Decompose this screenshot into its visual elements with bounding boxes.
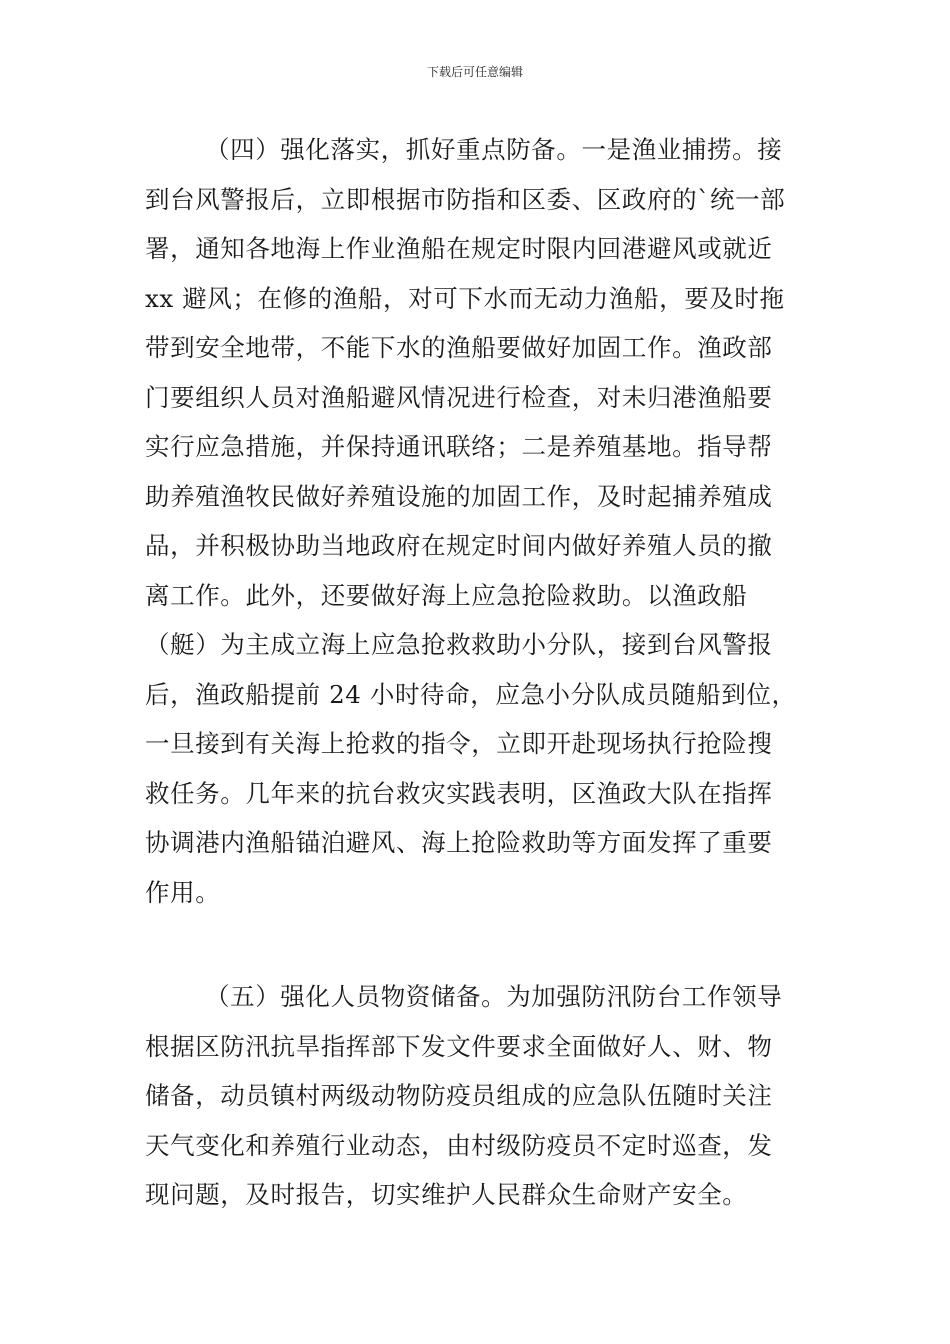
paragraph-line: 救任务。几年来的抗台救灾实践表明，区渔政大队在指挥	[145, 779, 773, 808]
paragraph-line: （五）强化人员物资储备。为加强防汛防台工作领导	[205, 982, 783, 1011]
paragraph-line: 一旦接到有关海上抢救的指令，立即开赴现场执行抢险搜	[145, 729, 773, 758]
paragraph-line: 助养殖渔牧民做好养殖设施的加固工作，及时起捕养殖成	[145, 482, 773, 511]
paragraph-line: 根据区防汛抗旱指挥部下发文件要求全面做好人、财、物	[145, 1032, 773, 1061]
paragraph-line: 离工作。此外，还要做好海上应急抢险救助。以渔政船	[145, 581, 748, 610]
paragraph-line: 到台风警报后，立即根据市防指和区委、区政府的`统一部	[145, 185, 786, 214]
paragraph-line: 现问题，及时报告，切实维护人民群众生命财产安全。	[145, 1180, 748, 1209]
paragraph-line: 门要组织人员对渔船避风情况进行检查，对未归港渔船要	[145, 383, 773, 412]
paragraph-line: 带到安全地带，不能下水的渔船要做好加固工作。渔政部	[145, 333, 773, 362]
paragraph-line: 后，渔政船提前 24 小时待命，应急小分队成员随船到位，	[145, 680, 797, 709]
paragraph-line: （四）强化落实，抓好重点防备。一是渔业捕捞。接	[205, 135, 783, 164]
paragraph-line: 协调港内渔船锚泊避风、海上抢险救助等方面发挥了重要	[145, 828, 773, 857]
paragraph-line: （艇）为主成立海上应急抢救救助小分队，接到台风警报	[145, 630, 773, 659]
paragraph-line: 储备，动员镇村两级动物防疫员组成的应急队伍随时关注	[145, 1081, 773, 1110]
paragraph-line: 实行应急措施，并保持通讯联络；二是养殖基地。指导帮	[145, 432, 773, 461]
page-header: 下载后可任意编辑	[426, 65, 523, 79]
paragraph-line: 品，并积极协助当地政府在规定时间内做好养殖人员的撤	[145, 531, 773, 560]
paragraph-line: 天气变化和养殖行业动态，由村级防疫员不定时巡查，发	[145, 1131, 773, 1160]
paragraph-line: xx 避风；在修的渔船，对可下水而无动力渔船，要及时拖	[145, 284, 785, 313]
paragraph-line: 署，通知各地海上作业渔船在规定时限内回港避风或就近	[145, 234, 773, 263]
paragraph-line: 作用。	[145, 878, 221, 907]
